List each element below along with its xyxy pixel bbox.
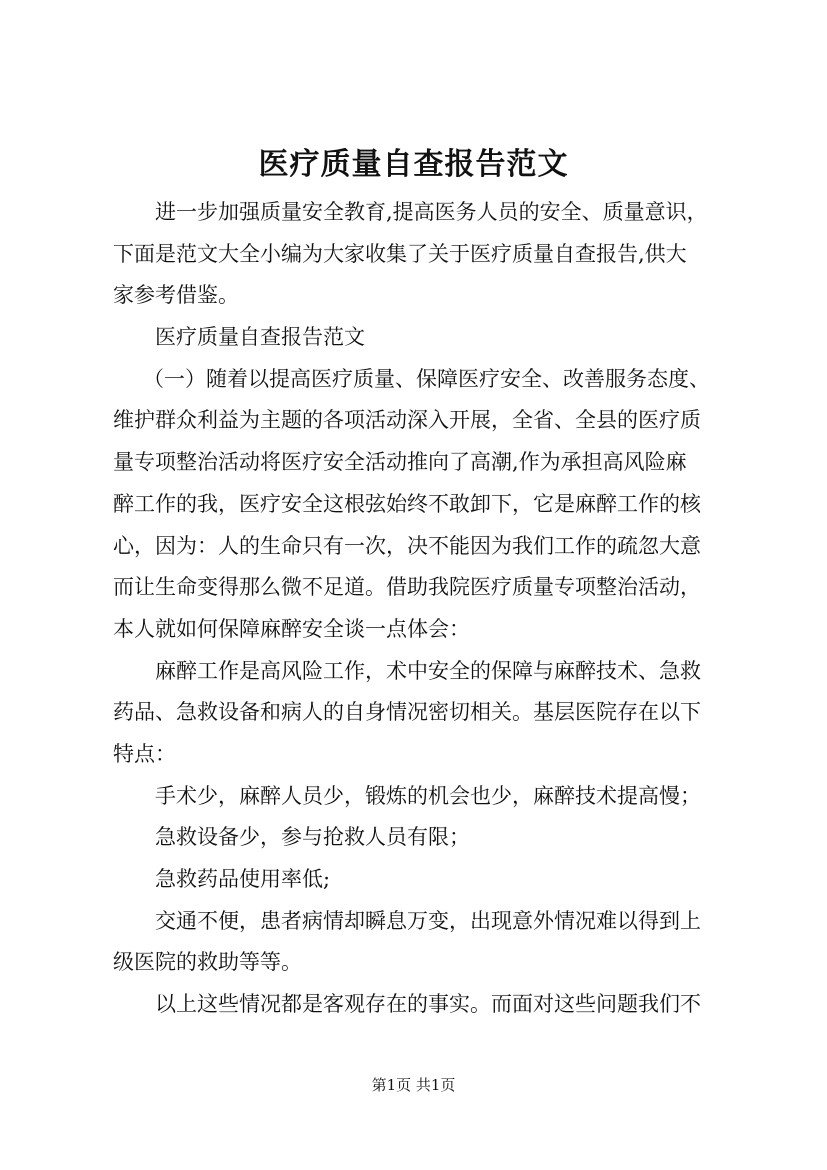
text-line: 本人就如何保障麻醉安全谈一点体会： xyxy=(113,616,470,641)
text-line: 手术少，麻醉人员少，锻炼的机会也少，麻醉技术提高慢； xyxy=(155,783,701,808)
page-title: 医疗质量自查报告范文 xyxy=(258,147,569,182)
text-line: 而让生命变得那么微不足道。借助我院医疗质量专项整治活动， xyxy=(113,575,701,600)
text-line: 急救设备少，参与抢救人员有限； xyxy=(155,825,470,850)
text-line: 心，因为：人的生命只有一次，决不能因为我们工作的疏忽大意 xyxy=(113,533,701,558)
text-line: 级医院的救助等等。 xyxy=(113,950,302,975)
text-line: 特点： xyxy=(113,741,176,766)
text-line: 交通不便，患者病情却瞬息万变，出现意外情况难以得到上 xyxy=(155,908,701,933)
text-line: 家参考借鉴。 xyxy=(113,283,239,308)
text-line: （一）随着以提高医疗质量、保障医疗安全、改善服务态度、 xyxy=(143,366,710,391)
text-line: 维护群众利益为主题的各项活动深入开展，全省、全县的医疗质 xyxy=(113,408,701,433)
text-line: 量专项整治活动将医疗安全活动推向了高潮,作为承担高风险麻 xyxy=(113,450,687,475)
text-line: 进一步加强质量安全教育,提高医务人员的安全、质量意识， xyxy=(155,200,708,224)
text-line: 急救药品使用率低; xyxy=(155,867,331,891)
page-number-footer: 第1页 共1页 xyxy=(371,1076,456,1094)
text-line: 药品、急救设备和病人的自身情况密切相关。基层医院存在以下 xyxy=(113,700,701,725)
text-line: 麻醉工作是高风险工作，术中安全的保障与麻醉技术、急救 xyxy=(155,658,701,683)
text-line: 醉工作的我，医疗安全这根弦始终不敢卸下，它是麻醉工作的核 xyxy=(113,491,701,516)
document-body xyxy=(113,192,737,1026)
text-line: 以上这些情况都是客观存在的事实。而面对这些问题我们不 xyxy=(155,992,701,1017)
text-line: 下面是范文大全小编为大家收集了关于医疗质量自查报告,供大 xyxy=(113,241,687,266)
section-heading: 医疗质量自查报告范文 xyxy=(155,325,365,350)
